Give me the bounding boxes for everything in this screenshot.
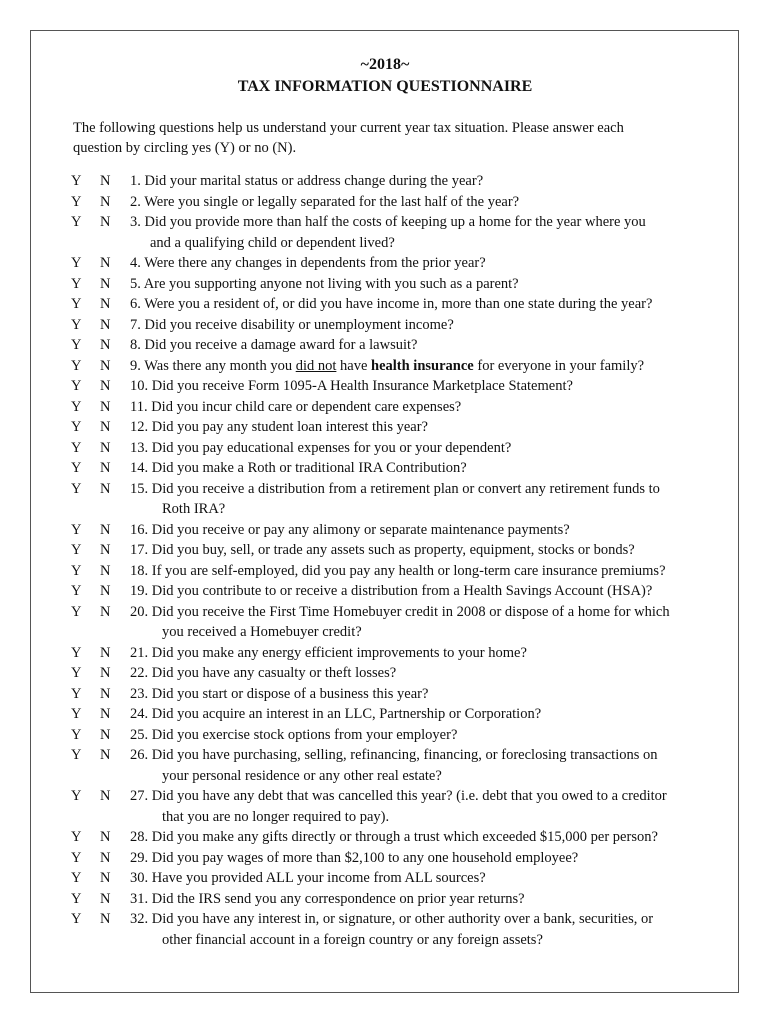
intro-line-1: The following questions help us understand your current year tax situation. Please answer each (73, 120, 624, 136)
question-text (130, 397, 711, 418)
question-line-1: 28. Did you make any gifts directly or through a trust which exceeded $15,000 per person? (130, 829, 658, 845)
yes-option[interactable]: Y (71, 378, 82, 394)
question-text (130, 294, 711, 315)
question-row (71, 294, 711, 315)
no-option[interactable]: N (100, 419, 111, 435)
no-option[interactable]: N (100, 726, 111, 743)
question-text (130, 315, 711, 336)
question-line-1: 26. Did you have purchasing, selling, refinancing, financing, or foreclosing transactions on (130, 747, 658, 763)
question-text (130, 274, 711, 295)
questionnaire-year: ~2018~ (360, 56, 410, 73)
question-line-1: 21. Did you make any energy efficient improvements to your home? (130, 644, 527, 661)
question-row (71, 274, 711, 295)
yes-option[interactable]: Y (71, 829, 82, 845)
yes-option[interactable]: Y (71, 685, 82, 702)
yes-option[interactable]: Y (71, 357, 82, 374)
question-row (71, 602, 711, 643)
question-row (71, 868, 711, 889)
yes-option[interactable]: Y (71, 706, 82, 722)
question-text (130, 171, 711, 192)
question-text (130, 520, 711, 541)
question-text (130, 376, 711, 397)
yes-option[interactable]: Y (71, 542, 82, 558)
question-row (71, 479, 711, 520)
question-line-1: 1. Did your marital status or address change during the year? (130, 173, 484, 189)
no-option[interactable]: N (100, 296, 111, 312)
question-row (71, 356, 711, 377)
no-option[interactable]: N (100, 911, 111, 927)
question-line-1: 9. Was there any month you (130, 357, 293, 374)
question-text (130, 909, 711, 950)
question-text (130, 663, 711, 684)
question-line-1: 20. Did you receive the First Time Homebuyer credit in 2008 or dispose of a home for which (130, 603, 670, 620)
yes-option[interactable]: Y (71, 439, 82, 456)
intro-line-2: question by circling yes (Y) or no (N). (73, 140, 297, 156)
question-text (130, 417, 711, 438)
page-title: TAX INFORMATION QUESTIONNAIRE (237, 78, 533, 95)
question-line-1: 22. Did you have any casualty or theft losses? (130, 665, 397, 681)
no-option[interactable]: N (100, 747, 111, 763)
question-row (71, 745, 711, 786)
no-option[interactable]: N (100, 870, 111, 886)
question-line-1: 12. Did you pay any student loan interest this year? (130, 419, 428, 435)
no-option[interactable]: N (100, 480, 111, 497)
question-line-1: 32. Did you have any interest in, or signature, or other authority over a bank, securities, or (130, 911, 654, 927)
question-row (71, 212, 711, 253)
question-text (130, 786, 711, 827)
question-line-2: your personal residence or any other real estate? (162, 767, 442, 784)
no-option[interactable]: N (100, 255, 111, 271)
question-row (71, 417, 711, 438)
yes-option[interactable]: Y (71, 337, 82, 353)
yes-option[interactable]: Y (71, 665, 82, 681)
question-text (130, 745, 711, 786)
question-line-2: and a qualifying child or dependent lived? (150, 234, 395, 251)
question-end-text: for everyone in your family? (473, 357, 645, 374)
question-row (71, 438, 711, 459)
yes-option[interactable]: Y (71, 644, 82, 661)
question-row (71, 458, 711, 479)
question-line-2: Roth IRA? (162, 501, 226, 517)
yes-option[interactable]: Y (71, 255, 82, 271)
question-row (71, 581, 711, 602)
no-option[interactable]: N (100, 890, 111, 907)
no-option[interactable]: N (100, 316, 111, 333)
no-option[interactable]: N (100, 603, 111, 620)
question-row (71, 909, 711, 950)
question-line-1: 30. Have you provided ALL your income from ALL sources? (130, 870, 486, 886)
question-row (71, 684, 711, 705)
question-line-1: 31. Did the IRS send you any correspondence on prior year returns? (130, 890, 525, 907)
question-line-1: 25. Did you exercise stock options from your employer? (130, 726, 458, 743)
question-text (130, 725, 711, 746)
no-option[interactable]: N (100, 214, 111, 230)
question-line-1: 14. Did you make a Roth or traditional IRA Contribution? (130, 460, 467, 476)
yes-option[interactable]: Y (71, 193, 82, 210)
question-line-1: 5. Are you supporting anyone not living with you such as a parent? (130, 275, 519, 292)
yes-option[interactable]: Y (71, 747, 82, 763)
no-option[interactable]: N (100, 398, 111, 415)
no-option[interactable]: N (100, 378, 111, 394)
intro-paragraph (73, 118, 693, 158)
question-line-1: 8. Did you receive a damage award for a lawsuit? (130, 337, 418, 353)
question-line-2: other financial account in a foreign country or any foreign assets? (162, 931, 543, 948)
question-line-1: 24. Did you acquire an interest in an LLC, Partnership or Corporation? (130, 706, 542, 722)
question-line-1: 3. Did you provide more than half the costs of keeping up a home for the year where you (130, 214, 646, 230)
no-option[interactable]: N (100, 521, 111, 538)
question-row (71, 561, 711, 582)
yes-option[interactable]: Y (71, 275, 82, 292)
question-text (130, 848, 711, 869)
question-row (71, 663, 711, 684)
yes-option[interactable]: Y (71, 173, 82, 189)
question-text (130, 561, 711, 582)
yes-option[interactable]: Y (71, 603, 82, 620)
yes-option[interactable]: Y (71, 562, 82, 579)
question-line-1: 6. Were you a resident of, or did you have income in, more than one state during the year? (130, 296, 653, 312)
question-mid-text: have (336, 357, 372, 374)
question-text (130, 212, 711, 253)
question-text (130, 335, 711, 356)
question-line-2: you received a Homebuyer credit? (162, 624, 362, 640)
question-row (71, 397, 711, 418)
yes-option[interactable]: Y (71, 788, 82, 804)
question-line-1: 29. Did you pay wages of more than $2,100 to any one household employee? (130, 849, 579, 866)
question-line-1: 2. Were you single or legally separated for the last half of the year? (130, 193, 520, 210)
yes-option[interactable]: Y (71, 214, 82, 230)
question-row (71, 540, 711, 561)
question-row (71, 520, 711, 541)
yes-option[interactable]: Y (71, 460, 82, 476)
question-row (71, 192, 711, 213)
question-row (71, 725, 711, 746)
question-line-1: 19. Did you contribute to or receive a distribution from a Health Savings Account (HSA)? (130, 583, 653, 599)
no-option[interactable]: N (100, 193, 111, 210)
no-option[interactable]: N (100, 562, 111, 579)
question-line-1: 4. Were there any changes in dependents from the prior year? (130, 255, 486, 271)
question-row (71, 786, 711, 827)
question-text (130, 540, 711, 561)
yes-option[interactable]: Y (71, 296, 82, 312)
question-row (71, 643, 711, 664)
question-text (130, 438, 711, 459)
question-line-1: 23. Did you start or dispose of a business this year? (130, 685, 429, 702)
question-row (71, 889, 711, 910)
question-text (130, 704, 711, 725)
no-option[interactable]: N (100, 583, 111, 599)
no-option[interactable]: N (100, 460, 111, 476)
question-line-1: 10. Did you receive Form 1095-A Health Insurance Marketplace Statement? (130, 378, 573, 394)
yes-option[interactable]: Y (71, 316, 82, 333)
yes-option[interactable]: Y (71, 583, 82, 599)
yes-option[interactable]: Y (71, 890, 82, 907)
question-row (71, 335, 711, 356)
no-option[interactable]: N (100, 439, 111, 456)
no-option[interactable]: N (100, 665, 111, 681)
question-line-1: 15. Did you receive a distribution from a retirement plan or convert any retirement funds to (130, 480, 660, 497)
question-text (130, 458, 711, 479)
bold-text: health insurance (371, 357, 474, 374)
no-option[interactable]: N (100, 644, 111, 661)
no-option[interactable]: N (100, 173, 111, 189)
question-row (71, 315, 711, 336)
question-text (130, 581, 711, 602)
no-option[interactable]: N (100, 706, 111, 722)
question-row (71, 253, 711, 274)
question-row (71, 171, 711, 192)
no-option[interactable]: N (100, 685, 111, 702)
no-option[interactable]: N (100, 337, 111, 353)
question-list (71, 171, 711, 950)
question-text (130, 643, 711, 664)
question-text (130, 684, 711, 705)
question-text (130, 827, 711, 848)
question-row (71, 848, 711, 869)
question-text (130, 868, 711, 889)
yes-option[interactable]: Y (71, 849, 82, 866)
yes-option[interactable]: Y (71, 521, 82, 538)
no-option[interactable]: N (100, 849, 111, 866)
no-option[interactable]: N (100, 788, 111, 804)
question-line-1: 17. Did you buy, sell, or trade any assets such as property, equipment, stocks or bonds? (130, 542, 635, 558)
question-row (71, 376, 711, 397)
question-text (130, 479, 711, 520)
question-row (71, 704, 711, 725)
question-line-2: that you are no longer required to pay). (162, 808, 390, 825)
question-line-1: 11. Did you incur child care or dependent care expenses? (130, 398, 462, 415)
question-text (130, 356, 711, 377)
no-option[interactable]: N (100, 357, 111, 374)
question-text (130, 889, 711, 910)
question-line-1: 16. Did you receive or pay any alimony or separate maintenance payments? (130, 521, 570, 538)
yes-option[interactable]: Y (71, 911, 82, 927)
yes-option[interactable]: Y (71, 726, 82, 743)
yes-option[interactable]: Y (71, 480, 82, 497)
question-text (130, 602, 711, 643)
question-line-1: 27. Did you have any debt that was cancelled this year? (i.e. debt that you owed to a creditor (130, 788, 667, 804)
question-text (130, 192, 711, 213)
question-line-1: 7. Did you receive disability or unemployment income? (130, 316, 454, 333)
no-option[interactable]: N (100, 275, 111, 292)
yes-option[interactable]: Y (71, 419, 82, 435)
question-text (130, 253, 711, 274)
no-option[interactable]: N (100, 829, 111, 845)
underlined-text: did not (295, 357, 337, 374)
question-line-1: 13. Did you pay educational expenses for you or your dependent? (130, 439, 512, 456)
yes-option[interactable]: Y (71, 398, 82, 415)
no-option[interactable]: N (100, 542, 111, 558)
yes-option[interactable]: Y (71, 870, 82, 886)
question-line-1: 18. If you are self-employed, did you pay any health or long-term care insurance premiums? (130, 562, 666, 579)
question-row (71, 827, 711, 848)
